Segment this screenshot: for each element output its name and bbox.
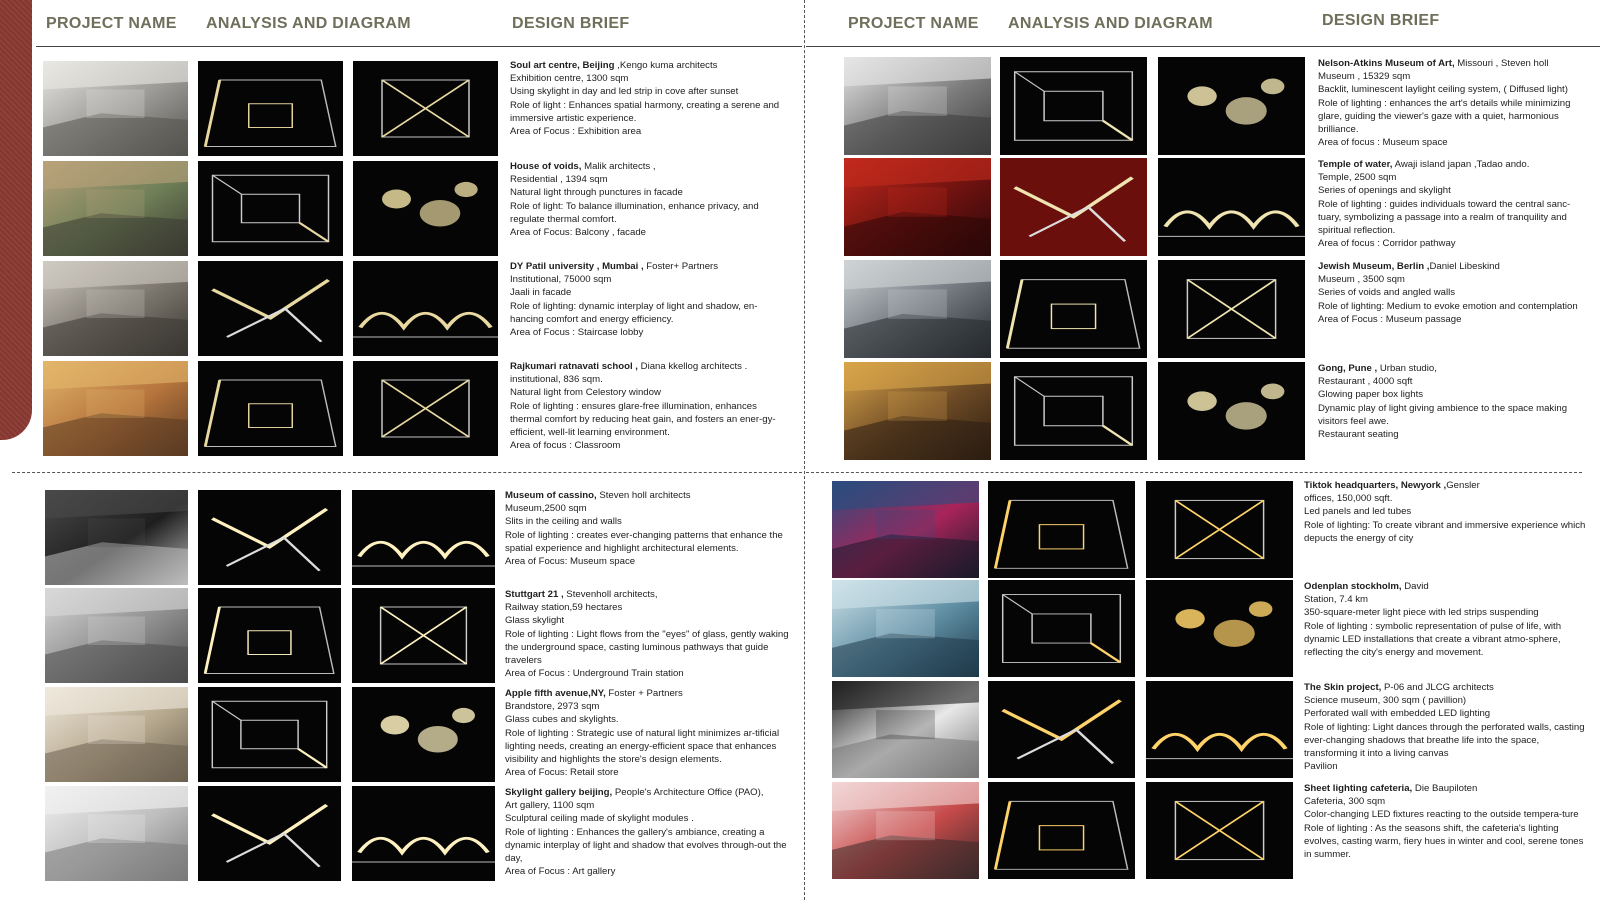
brief-line: Role of lighting : guides individuals toward the central sanc-tuary, symbolizing a passage into a realm of tranquility and spiritual reflection. [1318, 198, 1571, 237]
design-brief-block [505, 489, 790, 568]
project-photo [45, 490, 188, 585]
lighting-diagram [352, 786, 495, 881]
lighting-diagram [353, 361, 498, 456]
project-photo [43, 161, 188, 256]
brief-line: Station, 7.4 km [1304, 594, 1368, 606]
project-photo [844, 362, 991, 460]
lighting-diagram [352, 490, 495, 585]
brief-line: Role of lighting : enhances the art's details while minimizing glare, guiding the viewer's gaze with a quiet, harmonious brilliance. [1318, 97, 1571, 136]
brief-line: Role of lighting: To create vibrant and immersive experience which depucts the energy of city [1304, 519, 1586, 544]
lighting-diagram [352, 687, 495, 782]
project-architect: Steven holl architects [596, 490, 691, 501]
lighting-diagram [1146, 580, 1293, 677]
brief-line: Area of Focus : Staircase lobby [510, 327, 644, 339]
header-project-name-right: PROJECT NAME [848, 15, 979, 32]
brief-line: Role of lighting : Light flows from the "eyes" of glass, gently waking the underground space, casting luminous pathways that guide travelers [505, 628, 789, 667]
brief-line: Using skylight in day and led strip in cove after sunset [510, 86, 739, 98]
brief-line: Residential , 1394 sqm [510, 174, 608, 186]
brief-line: Area of Focus: Museum space [505, 556, 636, 568]
design-brief-block [1318, 158, 1590, 250]
maroon-side-tab [0, 0, 32, 440]
project-title: Stuttgart 21 , [505, 589, 564, 600]
design-brief-block [505, 687, 790, 779]
design-brief-block [510, 160, 790, 239]
project-architect: David [1401, 581, 1429, 592]
brief-line: Cafeteria, 300 sqm [1304, 796, 1386, 808]
brief-line: Restaurant , 4000 sqft [1318, 376, 1413, 388]
brief-line: Area of Focus : Underground Train station [505, 668, 684, 680]
brief-line: Area of focus : Classroom [510, 440, 621, 452]
project-title: Skylight gallery beijing, [505, 787, 613, 798]
brief-line: offices, 150,000 sqft. [1304, 493, 1393, 505]
brief-line: Color-changing LED fixtures reacting to the outside tempera-ture [1304, 809, 1579, 821]
brief-line: Natural light from Celestory window [510, 387, 661, 399]
brief-line: Pavilion [1304, 761, 1338, 773]
brief-line: Series of openings and skylight [1318, 185, 1451, 197]
brief-line: Railway station,59 hectares [505, 602, 623, 614]
brief-line: Area of Focus : Art gallery [505, 866, 616, 878]
project-architect: Daniel Libeskind [1429, 261, 1500, 272]
project-title: Temple of water, [1318, 159, 1393, 170]
brief-line: Area of Focus: Balcony , facade [510, 227, 646, 239]
project-title: Tiktok headquarters, Newyork , [1304, 480, 1447, 491]
project-title: Soul art centre, Beijing [510, 60, 615, 71]
design-brief-block [1318, 362, 1590, 441]
lighting-diagram [1158, 260, 1305, 358]
brief-line: Role of lighting: dynamic interplay of light and shadow, en-hancing comfort and energy efficiency. [510, 300, 758, 325]
lighting-analysis-image [988, 580, 1135, 677]
brief-line: Role of light : Enhances spatial harmony, creating a serene and immersive artistic experience. [510, 99, 780, 124]
project-architect: People's Architecture Office (PAO), [612, 787, 764, 798]
brief-line: Role of lighting : Strategic use of natural light minimizes ar-tificial lighting needs, creating an energy-efficient space that enhances visibility and highlights the store's design elements. [505, 727, 780, 766]
lighting-diagram [352, 588, 495, 683]
project-title: The Skin project, [1304, 682, 1382, 693]
brief-line: Glass cubes and skylights. [505, 714, 619, 726]
lighting-diagram [353, 161, 498, 256]
header-project-name-left: PROJECT NAME [46, 15, 177, 32]
project-architect: Gensler [1446, 480, 1480, 491]
brief-line: Sculptural ceiling made of skylight modules . [505, 813, 694, 825]
header-rule-right [806, 46, 1600, 47]
brief-line: institutional, 836 sqm. [510, 374, 603, 386]
brief-line: Role of lighting : Enhances the gallery's ambiance, creating a dynamic interplay of light and shadow that evolves through-out the day, [505, 826, 787, 865]
lighting-analysis-image [1000, 362, 1147, 460]
lighting-diagram [1146, 681, 1293, 778]
brief-line: Perforated wall with embedded LED lighting [1304, 708, 1491, 720]
project-title: Sheet lighting cafeteria, [1304, 783, 1413, 794]
design-brief-block [1304, 782, 1589, 861]
project-architect: Diana kkellog architects . [637, 361, 748, 372]
lighting-diagram [1158, 158, 1305, 256]
project-title: Rajkumari ratnavati school , [510, 361, 638, 372]
project-photo [43, 361, 188, 456]
project-architect: Missouri , Steven holl [1454, 58, 1549, 69]
horizontal-divider-right [806, 472, 1582, 473]
project-photo [43, 61, 188, 156]
design-brief-block [1318, 260, 1590, 326]
brief-line: Role of lighting : creates ever-changing patterns that enhance the spatial experience and highlight architectural elements. [505, 529, 783, 554]
brief-line: Backlit, luminescent laylight ceiling system, ( Diffused light) [1318, 84, 1568, 96]
project-title: House of voids, [510, 161, 582, 172]
brief-line: Series of voids and angled walls [1318, 287, 1456, 299]
brief-line: Slits in the ceiling and walls [505, 516, 622, 528]
header-design-brief-right: DESIGN BRIEF [1322, 12, 1440, 29]
brief-line: Area of Focus : Exhibition area [510, 126, 642, 138]
header-design-brief-left: DESIGN BRIEF [512, 15, 630, 32]
brief-line: Area of focus : Corridor pathway [1318, 238, 1456, 250]
lighting-analysis-image [198, 687, 341, 782]
lighting-analysis-image [1000, 158, 1147, 256]
project-photo [844, 57, 991, 155]
project-photo [844, 158, 991, 256]
project-architect: Stevenholl architects, [563, 589, 658, 600]
project-photo [832, 580, 979, 677]
brief-line: Area of Focus : Museum passage [1318, 313, 1462, 325]
brief-line: Led panels and led tubes [1304, 506, 1412, 518]
vertical-divider [804, 0, 805, 900]
brief-line: Restaurant seating [1318, 429, 1399, 441]
lighting-analysis-image [198, 786, 341, 881]
lighting-diagram [1146, 782, 1293, 879]
project-photo [45, 786, 188, 881]
project-architect: Malik architects , [581, 161, 656, 172]
project-title: Nelson-Atkins Museum of Art, [1318, 58, 1455, 69]
brief-line: Dynamic play of light giving ambience to the space making visitors feel awe. [1318, 402, 1568, 427]
lighting-analysis-image [198, 161, 343, 256]
project-architect: ,Kengo kuma architects [614, 60, 718, 71]
project-title: Jewish Museum, Berlin , [1318, 261, 1430, 272]
lighting-diagram [1146, 481, 1293, 578]
brief-line: Area of focus : Museum space [1318, 137, 1448, 149]
project-title: Odenplan stockholm, [1304, 581, 1402, 592]
project-title: DY Patil university , Mumbai , [510, 261, 644, 272]
project-architect: P-06 and JLCG architects [1381, 682, 1494, 693]
project-photo [832, 681, 979, 778]
header-analysis-left: ANALYSIS AND DIAGRAM [206, 15, 411, 32]
design-brief-block [505, 588, 790, 680]
header-rule-left [36, 46, 802, 47]
brief-line: Museum,2500 sqm [505, 503, 587, 515]
project-photo [45, 588, 188, 683]
design-brief-block [1318, 57, 1590, 149]
horizontal-divider-left [12, 472, 802, 473]
project-title: Museum of cassino, [505, 490, 597, 501]
lighting-diagram [1158, 362, 1305, 460]
brief-line: Area of Focus: Retail store [505, 767, 619, 779]
project-architect: Foster+ Partners [643, 261, 719, 272]
brief-line: Science museum, 300 sqm ( pavillion) [1304, 695, 1467, 707]
project-architect: Awaji island japan ,Tadao ando. [1392, 159, 1530, 170]
lighting-diagram [353, 61, 498, 156]
brief-line: Museum , 3500 sqm [1318, 274, 1405, 286]
design-brief-block [1304, 580, 1589, 659]
lighting-analysis-image [198, 490, 341, 585]
brief-line: 350-square-meter light piece with led strips suspending [1304, 607, 1539, 619]
brief-line: Art gallery, 1100 sqm [505, 800, 595, 812]
lighting-analysis-image [198, 261, 343, 356]
brief-line: Role of lighting: Light dances through the perforated walls, casting ever-changing shadows that breathe life into the space, transforming it into a living canvas [1304, 721, 1585, 760]
project-photo [832, 481, 979, 578]
lighting-analysis-image [988, 681, 1135, 778]
project-architect: Urban studio, [1377, 363, 1437, 374]
lighting-analysis-image [988, 481, 1135, 578]
project-title: Apple fifth avenue,NY, [505, 688, 606, 699]
brief-line: Role of light: To balance illumination, enhance privacy, and regulate thermal comfort. [510, 200, 759, 225]
design-brief-block [505, 786, 790, 878]
project-photo [43, 261, 188, 356]
brief-line: Institutional, 75000 sqm [510, 274, 612, 286]
design-brief-block [1304, 479, 1589, 545]
brief-line: Brandstore, 2973 sqm [505, 701, 600, 713]
brief-line: Role of lighting : symbolic representation of pulse of life, with dynamic LED installations that create a vibrant atmo-sphere, reflecting the city's energy and movement. [1304, 620, 1562, 659]
brief-line: Role of lighting: Medium to evoke emotion and contemplation [1318, 300, 1578, 312]
brief-line: Jaali in facade [510, 287, 572, 299]
brief-line: Role of lighting : ensures glare-free illumination, enhances thermal comfort by reducing heat gain, and fosters an ener-gy-efficient, well-lit learning environment. [510, 400, 776, 439]
lighting-analysis-image [1000, 260, 1147, 358]
design-brief-block [510, 59, 790, 138]
project-photo [844, 260, 991, 358]
project-photo [832, 782, 979, 879]
lighting-analysis-image [198, 588, 341, 683]
header-analysis-right: ANALYSIS AND DIAGRAM [1008, 15, 1213, 32]
lighting-analysis-image [198, 361, 343, 456]
brief-line: Museum , 15329 sqm [1318, 71, 1411, 83]
brief-line: Role of lighting : As the seasons shift, the cafeteria's lighting evolves, casting warm, fiery hues in winter and cool, serene tones in summer. [1304, 822, 1584, 861]
brief-line: Glowing paper box lights [1318, 389, 1424, 401]
project-architect: Foster + Partners [605, 688, 683, 699]
design-brief-block [510, 360, 790, 452]
brief-line: Glass skylight [505, 615, 565, 627]
brief-line: Temple, 2500 sqm [1318, 172, 1397, 184]
lighting-diagram [353, 261, 498, 356]
lighting-diagram [1158, 57, 1305, 155]
design-brief-block [510, 260, 790, 339]
lighting-analysis-image [198, 61, 343, 156]
brief-line: Exhibition centre, 1300 sqm [510, 73, 629, 85]
project-title: Gong, Pune , [1318, 363, 1378, 374]
brief-line: Natural light through punctures in facade [510, 187, 683, 199]
project-photo [45, 687, 188, 782]
project-architect: Die Baupiloten [1412, 783, 1478, 794]
design-brief-block [1304, 681, 1589, 773]
lighting-analysis-image [988, 782, 1135, 879]
lighting-analysis-image [1000, 57, 1147, 155]
